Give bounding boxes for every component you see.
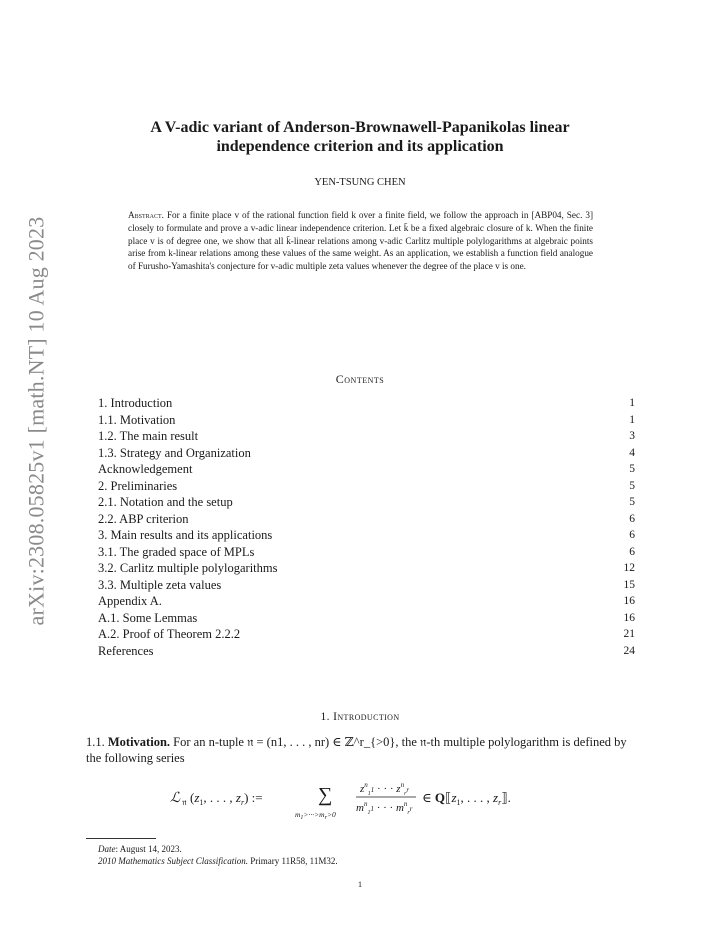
toc-entry[interactable] [98, 428, 635, 445]
arxiv-identifier: arXiv:2308.05825v1 [math.NT] 10 Aug 2023 [23, 216, 49, 626]
subsection-number: 1.1. [86, 735, 105, 749]
polylog-formula [170, 775, 560, 821]
page-number: 1 [357, 879, 363, 889]
toc-entry-page: 5 [629, 479, 635, 492]
toc-entry-label: 3.1. The graded space of MPLs [98, 544, 255, 559]
contents-heading: Contents [335, 372, 385, 386]
toc-entry-page: 16 [623, 595, 635, 607]
toc-entry-label: 2. Preliminaries [98, 478, 178, 493]
abstract [128, 209, 593, 273]
toc-entry-page: 6 [629, 512, 635, 525]
abstract-label: Abstract. [128, 210, 164, 220]
abstract-text: For a finite place v of the rational function field k over a finite field, we follow the approach in [ABP04, Sec. 3] closely to formulate and prove a v-adic linear independence criterion. Let k̄ be a fixed algebraic closure of k. When the finite place v is of degree one, we show that all k̄-linear relations among v-adic Carlitz multiple polylogarithms at algebraic points arise from k-linear relations among these values of the same weight. As an application, we establish a function field analogue of Furusho-Yamashita's conjecture for v-adic multiple zeta values whenever the degree of the place v is one. [128, 210, 594, 272]
date-label: Date [98, 844, 116, 854]
toc-entry-page: 12 [623, 562, 635, 574]
toc-entry-label: Acknowledgement [98, 462, 193, 476]
toc-entry[interactable] [98, 560, 635, 577]
toc-entry[interactable] [98, 395, 635, 412]
toc-entry-label: 1.1. Motivation [98, 412, 176, 427]
motivation-paragraph [86, 734, 636, 766]
arxiv-sidebar-stamp [22, 200, 52, 645]
table-of-contents [98, 395, 635, 659]
toc-entry[interactable] [98, 626, 635, 643]
toc-entry[interactable] [98, 527, 635, 544]
title-line-2: independence criterion and its application [216, 138, 504, 155]
toc-entry[interactable] [98, 461, 635, 478]
toc-entry-page: 5 [629, 463, 635, 475]
toc-entry[interactable] [98, 412, 635, 429]
section-heading: 1. Introduction [320, 711, 400, 723]
toc-entry-page: 3 [629, 430, 635, 442]
svg-text:mn11 · · · mnrr: $m^n_1^1$ · · · $m^n_r^r$ [356, 800, 413, 816]
toc-entry-page: 1 [629, 413, 635, 426]
footnote-rule [86, 838, 156, 839]
toc-entry[interactable] [98, 544, 635, 561]
toc-entry-label: 3.3. Multiple zeta values [98, 577, 222, 592]
msc-footnote [98, 855, 338, 867]
toc-entry-page: 16 [623, 611, 635, 624]
formula-graphic [170, 775, 560, 821]
toc-entry[interactable] [98, 478, 635, 495]
toc-entry-label: 1.2. The main result [98, 429, 199, 443]
toc-entry-label: 3. Main results and its applications [98, 528, 273, 542]
toc-entry-label: 2.1. Notation and the setup [98, 495, 233, 509]
toc-entry[interactable] [98, 445, 635, 462]
svg-text:m1>···>mr>0: $m_1>\cdot\cdot\cdot>m_r>0$ [295, 810, 336, 821]
paper-title [110, 118, 610, 156]
toc-entry-page: 24 [623, 644, 635, 657]
toc-entry-label: 1. Introduction [98, 396, 173, 410]
svg-text:ℒ: ℒ [170, 791, 181, 806]
svg-text:𝔫: 𝔫 [182, 797, 187, 807]
toc-entry[interactable] [98, 494, 635, 511]
toc-entry-page: 5 [629, 496, 635, 508]
toc-entry-page: 15 [623, 578, 635, 591]
toc-entry-label: References [98, 643, 154, 658]
msc-value: Primary 11R58, 11M32. [250, 856, 338, 866]
footnotes [98, 843, 338, 867]
toc-entry[interactable] [98, 593, 635, 610]
toc-entry[interactable] [98, 610, 635, 627]
toc-entry-label: Appendix A. [98, 594, 162, 608]
toc-entry-page: 4 [629, 446, 635, 459]
toc-entry-page: 1 [629, 397, 635, 409]
title-line-1: A V-adic variant of Anderson-Brownawell-Papanikolas linear [150, 119, 570, 136]
toc-entry[interactable] [98, 643, 635, 660]
toc-entry-label: A.2. Proof of Theorem 2.2.2 [98, 627, 241, 641]
msc-label: 2010 Mathematics Subject Classification. [98, 856, 248, 866]
toc-entry-label: 3.2. Carlitz multiple polylogarithms [98, 561, 278, 575]
toc-entry-label: 1.3. Strategy and Organization [98, 445, 251, 460]
toc-entry[interactable] [98, 511, 635, 528]
toc-entry-label: A.1. Some Lemmas [98, 610, 198, 625]
svg-text:(z1, . . . , zr) :=: ($z_1$, . . . , $z_r$) := [190, 790, 263, 807]
toc-entry-page: 6 [629, 529, 635, 541]
svg-text:∈ Q⟦z1, . . . , zr⟧.: ∈ $Q⟦z_1$, . . . , $z_r⟧$. [422, 790, 511, 807]
author-name: YEN-TSUNG CHEN [314, 177, 406, 188]
subsection-title: Motivation. [107, 735, 171, 749]
svg-text:∑: ∑ [318, 784, 333, 806]
toc-entry[interactable] [98, 577, 635, 594]
motivation-sentence: For an n-tuple 𝔫 = (n1, . . . , nr) ∈ ℤ^r_{>0}, the 𝔫-th multiple polylogarithm is defined by the following series [86, 735, 627, 765]
date-value: : August 14, 2023. [115, 844, 182, 854]
date-footnote [98, 843, 338, 855]
toc-entry-page: 6 [629, 545, 635, 558]
svg-text:zn11 · · · znrr: $z^n_1^1$ · · · $z^n_r^r$ [360, 781, 410, 797]
toc-entry-label: 2.2. ABP criterion [98, 511, 189, 526]
toc-entry-page: 21 [623, 628, 635, 640]
